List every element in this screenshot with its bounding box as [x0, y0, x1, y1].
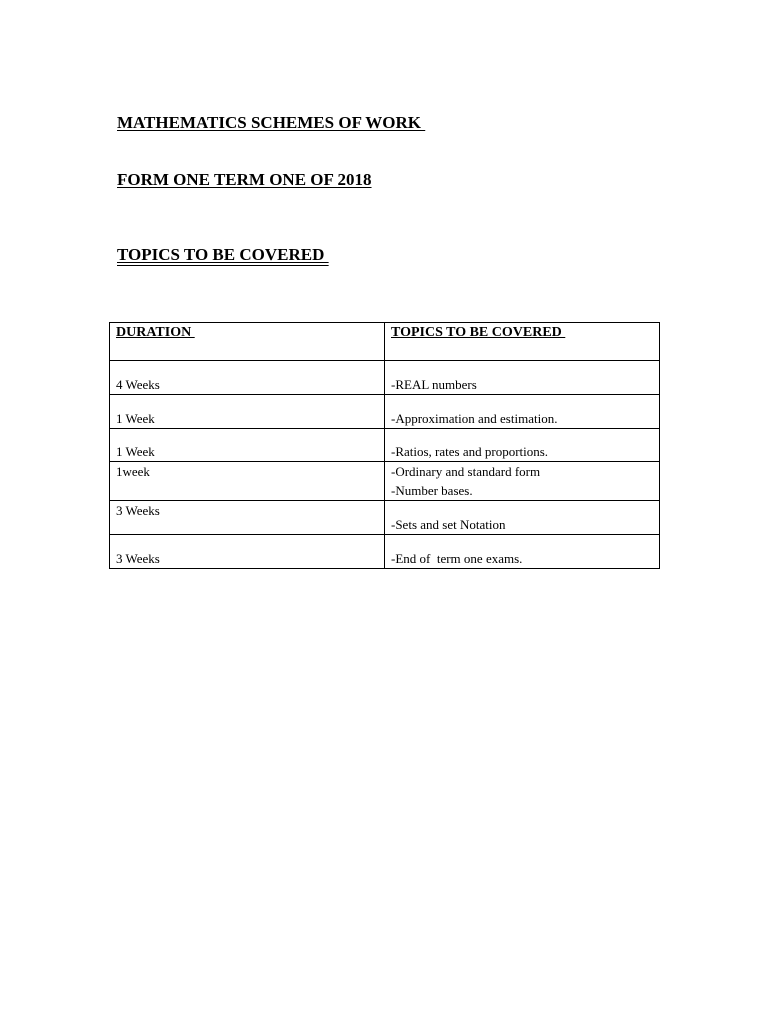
table-header-row — [110, 323, 660, 361]
topics-table — [109, 322, 660, 569]
topic-cell — [385, 395, 660, 429]
topic-cell — [385, 361, 660, 395]
table-row — [110, 429, 660, 462]
topic-cell — [385, 501, 660, 535]
document-subtitle: FORM ONE TERM ONE OF 2018 — [117, 170, 372, 189]
table-row — [110, 535, 660, 569]
table-row — [110, 501, 660, 535]
topic-line: -Ordinary and standard form — [391, 464, 541, 479]
topic-line: -Approximation and estimation. — [391, 411, 558, 426]
table-row — [110, 395, 660, 429]
topic-line: -Number bases. — [391, 483, 473, 498]
duration-column-header: DURATION — [110, 323, 385, 361]
document-title: MATHEMATICS SCHEMES OF WORK — [117, 113, 426, 132]
topic-line: -Sets and set Notation — [391, 517, 506, 532]
duration-cell: 3 Weeks — [110, 535, 385, 569]
table-row — [110, 462, 660, 501]
duration-cell: 3 Weeks — [110, 501, 385, 535]
topic-cell — [385, 462, 660, 501]
duration-cell: 4 Weeks — [110, 361, 385, 395]
topic-cell — [385, 429, 660, 462]
topic-line: -REAL numbers — [391, 377, 477, 392]
section-heading: TOPICS TO BE COVERED — [117, 245, 329, 264]
topic-cell — [385, 535, 660, 569]
duration-cell: 1 Week — [110, 395, 385, 429]
topic-line: -Ratios, rates and proportions. — [391, 444, 549, 459]
topic-line: -End of term one exams. — [391, 551, 523, 566]
table-row — [110, 361, 660, 395]
duration-cell: 1week — [110, 462, 385, 501]
topics-column-header: TOPICS TO BE COVERED — [385, 323, 660, 361]
duration-cell: 1 Week — [110, 429, 385, 462]
